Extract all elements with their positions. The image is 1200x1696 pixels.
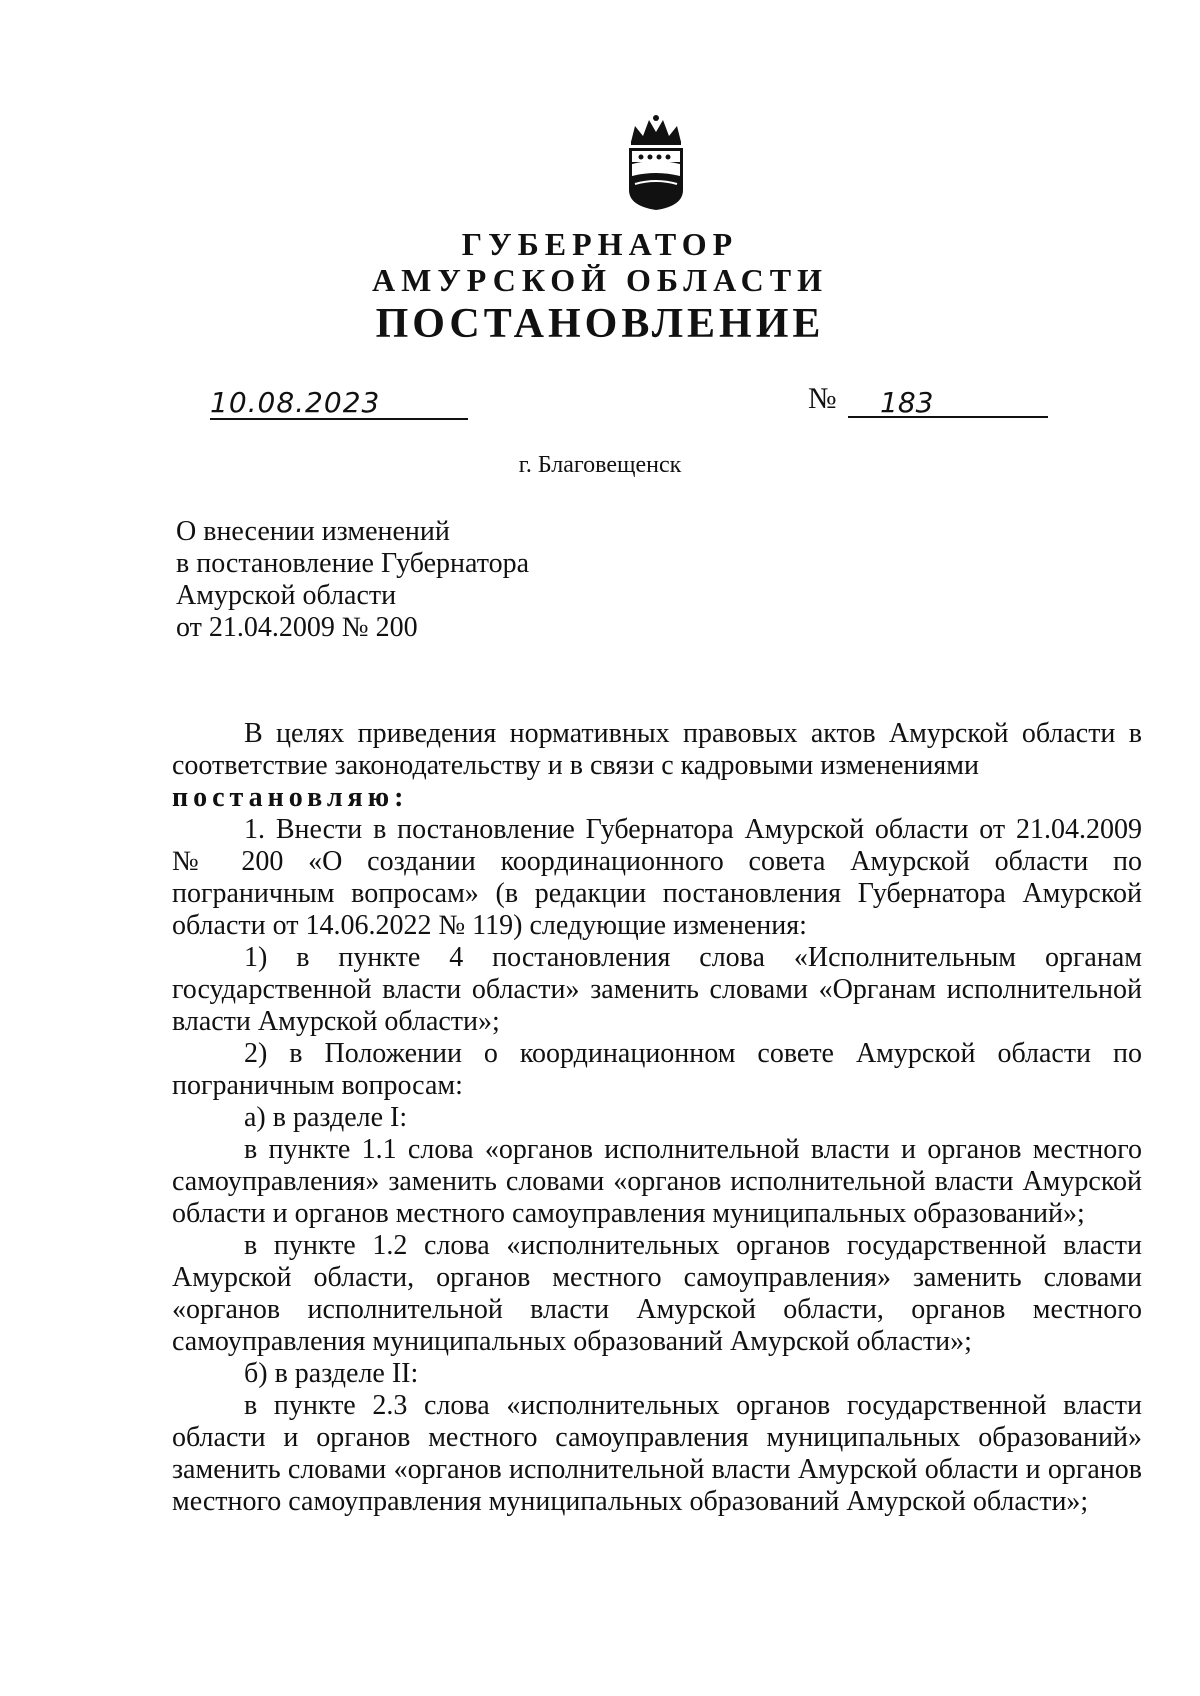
paragraph-2: 1) в пункте 4 постановления слова «Исполнительным органам государственной власти области» заменить словами «Органам исполнительной власти Амурской области»;	[172, 942, 1142, 1037]
header-title-resolution: ПОСТАНОВЛЕНИЕ	[375, 301, 825, 347]
document-number: 183	[848, 388, 1048, 418]
coat-of-arms-emblem	[621, 112, 691, 212]
paragraph-1: 1. Внести в постановление Губернатора Амурской области от 21.04.2009 № 200 «О создании координационного совета Амурской области по пограничным вопросам» (в редакции постановления Губернатора Амурской области от 14.06.2022 № 119) следующие изменения:	[172, 814, 1142, 941]
preamble-paragraph: В целях приведения нормативных правовых актов Амурской области в соответствие законодательству и в связи с кадровыми изменениями	[172, 718, 1142, 781]
document-subject	[176, 516, 676, 644]
document-date: 10.08.2023	[210, 388, 468, 420]
decree-word: постановляю:	[172, 782, 409, 813]
paragraph-7: б) в разделе II:	[244, 1358, 419, 1389]
city-line: г. Благовещенск	[518, 452, 682, 478]
document-body	[172, 718, 1142, 1518]
subject-line: О внесении изменений	[176, 516, 450, 547]
paragraph-8: в пункте 2.3 слова «исполнительных органов государственной власти области и органов местного самоуправления муниципальных образований» заменить словами «органов исполнительной власти Амурской области и органов местного самоуправления муниципальных образований Амурской области»;	[172, 1390, 1142, 1517]
subject-line: Амурской области	[176, 580, 397, 611]
subject-line: в постановление Губернатора	[176, 548, 530, 579]
number-sign: №	[808, 382, 837, 415]
header-title-governor: ГУБЕРНАТОР	[461, 226, 739, 262]
paragraph-5: в пункте 1.1 слова «органов исполнительной власти и органов местного самоуправления» заменить словами «органов исполнительной власти Амурской области и органов местного самоуправления муниципальных образований»;	[172, 1134, 1142, 1229]
paragraph-6: в пункте 1.2 слова «исполнительных органов государственной власти Амурской области, органов местного самоуправления» заменить словами «органов исполнительной власти Амурской области, органов местного самоуправления муниципальных образований Амурской области»;	[172, 1230, 1142, 1357]
paragraph-3: 2) в Положении о координационном совете Амурской области по пограничным вопросам:	[172, 1038, 1142, 1101]
coat-of-arms-icon	[621, 112, 691, 212]
paragraph-4: а) в разделе I:	[244, 1102, 408, 1133]
subject-line: от 21.04.2009 № 200	[176, 612, 418, 643]
header-title-region: АМУРСКОЙ ОБЛАСТИ	[372, 262, 828, 298]
